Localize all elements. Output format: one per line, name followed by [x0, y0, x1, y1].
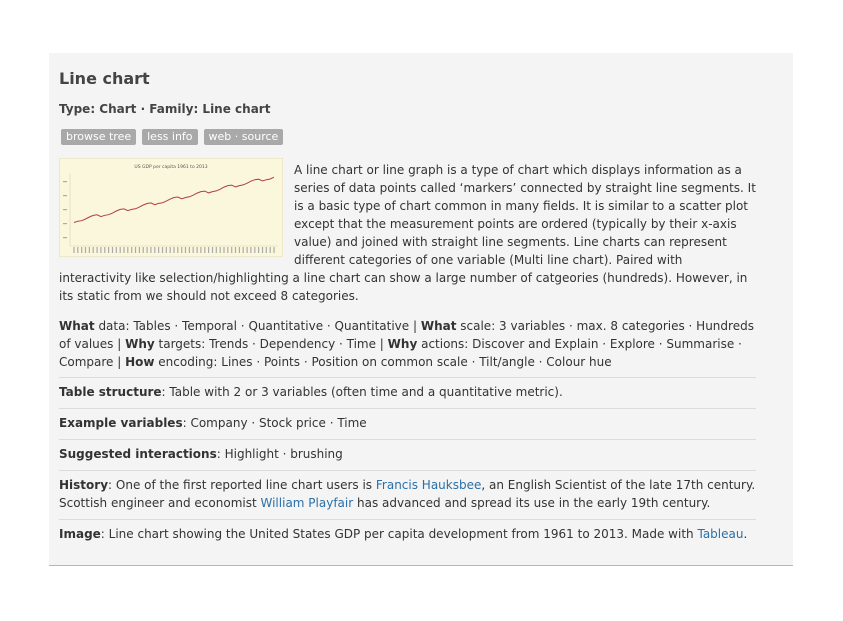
history-text: has advanced and spread its use in the early 19th century. [353, 496, 711, 510]
browse-tree-button[interactable]: browse tree [61, 129, 136, 145]
what-why-how-section [59, 317, 756, 371]
why-targets-label: Why [125, 337, 155, 351]
suggested-interactions-text: : Highlight · brushing [216, 447, 343, 461]
description-paragraph [59, 161, 756, 305]
why-actions-label: Why [387, 337, 418, 351]
example-variables-text: : Company · Stock price · Time [182, 416, 367, 430]
how-label: How [125, 355, 155, 369]
william-playfair-link[interactable]: William Playfair [260, 496, 354, 510]
thumbnail-spacer [59, 161, 283, 260]
why-actions-text: actions: Discover and Explain · Explore · Summarise · Compare | [59, 337, 742, 369]
divider [59, 408, 756, 409]
chart-info-card [49, 53, 793, 566]
web-source-button[interactable]: web · source [204, 129, 284, 145]
how-text: encoding: Lines · Points · Position on common scale · Tilt/angle · Colour hue [154, 355, 612, 369]
thumbnail-title: US GDP per capita 1961 to 2013 [134, 165, 208, 170]
suggested-interactions-section [59, 445, 756, 463]
tableau-link[interactable]: Tableau [697, 527, 744, 541]
divider [59, 470, 756, 471]
table-structure-label: Table structure [59, 385, 162, 399]
image-note-text: : Line chart showing the United States GDP per capita development from 1961 to 2013. Made with [100, 527, 698, 541]
table-structure-text: : Table with 2 or 3 variables (often time and a quantitative metric). [161, 385, 563, 399]
what-scale-text: scale: 3 variables · max. 8 categories · Hundreds of values | [59, 319, 754, 351]
table-structure-section [59, 383, 756, 401]
example-variables-section [59, 414, 756, 432]
history-label: History [59, 478, 109, 492]
image-note-section [59, 525, 756, 543]
what-scale-label: What [420, 319, 457, 333]
description-text: A line chart or line graph is a type of chart which displays information as a series of data points called ‘markers’ connected by straight line segments. It is a basic type of chart common in many fields. It is similar to a scatter plot except that the measurement points are ordered (typically by their x-axis value) and joined with straight line segments. Line charts can represent different categories of one variable (Multi line chart). Paired with interactivity like selection/highlighting a line chart can show a large number of catgeories (hundreds). However, in its static from we should not exceed 8 categories. [59, 163, 756, 303]
example-variables-label: Example variables [59, 416, 183, 430]
divider [59, 439, 756, 440]
divider [59, 377, 756, 378]
less-info-button[interactable]: less info [142, 129, 197, 145]
history-section [59, 476, 756, 512]
divider [59, 519, 756, 520]
francis-hauksbee-link[interactable]: Francis Hauksbee [375, 478, 482, 492]
what-label: What [59, 319, 95, 333]
image-note-text: . [743, 527, 748, 541]
page-title: Line chart [59, 69, 150, 88]
type-family-line: Type: Chart · Family: Line chart [59, 102, 271, 116]
suggested-interactions-label: Suggested interactions [59, 447, 217, 461]
action-buttons [61, 129, 283, 145]
history-text: : One of the first reported line chart users is [108, 478, 376, 492]
image-label: Image [59, 527, 101, 541]
why-targets-text: targets: Trends · Dependency · Time | [154, 337, 388, 351]
what-data-text: data: Tables · Temporal · Quantitative · Quantitative | [94, 319, 421, 333]
history-text: , an English Scientist of the late 17th century. Scottish engineer and economist [59, 478, 756, 510]
